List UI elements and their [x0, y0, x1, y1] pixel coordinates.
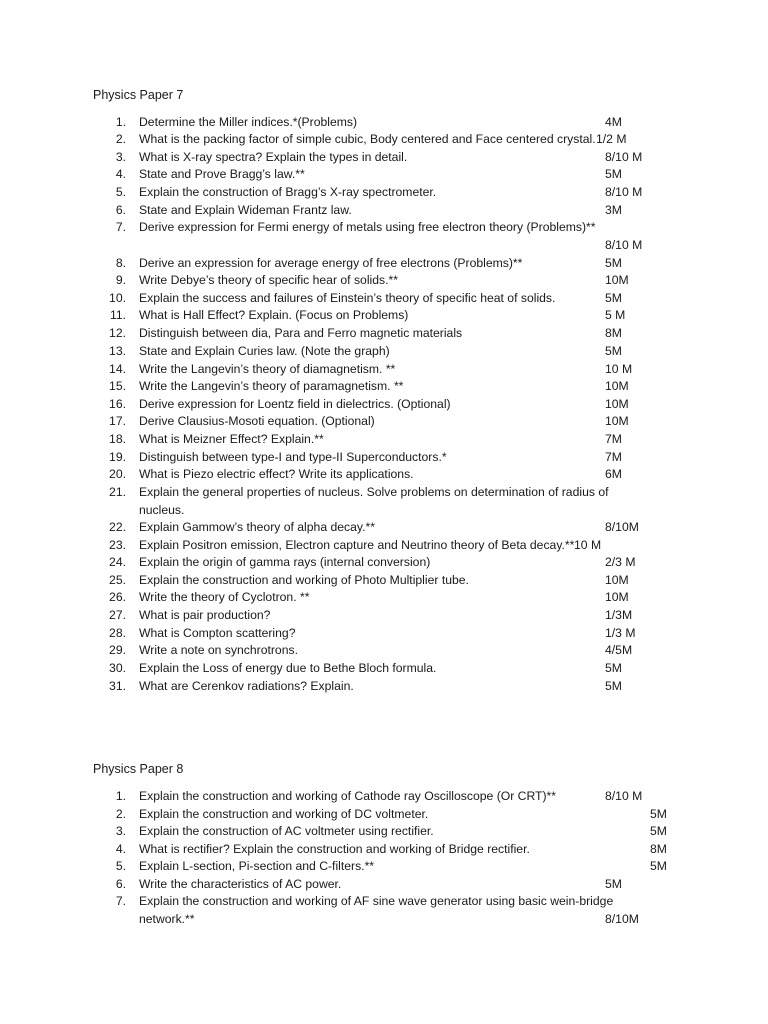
question-text: What is pair production?: [139, 608, 271, 622]
question-item: [0, 573, 768, 590]
question-item: [0, 397, 768, 414]
question-marks: 5M: [605, 256, 622, 270]
question-item: [0, 608, 768, 625]
question-marks: 10M: [605, 573, 629, 587]
question-item: [0, 555, 768, 572]
question-marks: 10M: [605, 414, 629, 428]
question-text: Distinguish between type-I and type-II Superconductors.*: [139, 450, 447, 464]
question-marks: 8/10 M: [605, 150, 643, 164]
question-marks: 6M: [605, 467, 622, 481]
question-item: [0, 167, 768, 184]
question-marks: 5M: [605, 679, 622, 693]
question-marks: 8/10 M: [605, 185, 643, 199]
question-number: 31.: [109, 679, 126, 693]
question-number: 23.: [109, 538, 126, 552]
question-number: 1.: [115, 789, 126, 803]
question-marks: 4/5M: [605, 643, 633, 657]
question-item: [0, 626, 768, 643]
question-number: 5.: [115, 185, 126, 199]
question-item: [0, 379, 768, 396]
question-text-continued: network.**: [139, 912, 195, 926]
question-text: Explain the construction and working of AF sine wave generator using basic wein-bridge: [139, 894, 614, 908]
question-text: What is X-ray spectra? Explain the types in detail.: [139, 150, 408, 164]
question-item: [0, 362, 768, 379]
question-marks: 1/2 M: [596, 132, 627, 146]
question-item: [0, 859, 768, 876]
question-text: Explain the success and failures of Einstein’s theory of specific heat of solids.: [139, 291, 556, 305]
question-number: 26.: [109, 590, 126, 604]
question-item: [0, 894, 768, 926]
question-number: 9.: [115, 273, 126, 287]
question-marks: 8/10M: [605, 520, 639, 534]
question-marks: 1/3 M: [605, 626, 636, 640]
question-item: [0, 326, 768, 343]
question-marks: 10M: [605, 397, 629, 411]
question-number: 4.: [115, 167, 126, 181]
question-number: 15.: [109, 379, 126, 393]
question-text: Explain the construction and working of DC voltmeter.: [139, 807, 429, 821]
question-number: 7.: [115, 220, 126, 234]
question-text: Explain the construction and working of Cathode ray Oscilloscope (Or CRT)**: [139, 789, 557, 803]
question-text: State and Prove Bragg’s law.**: [139, 167, 305, 181]
question-item: [0, 273, 768, 290]
question-item: [0, 308, 768, 325]
question-item: [0, 450, 768, 467]
question-number: 17.: [109, 414, 126, 428]
question-marks: 8M: [605, 326, 622, 340]
question-item: [0, 344, 768, 361]
question-text: What are Cerenkov radiations? Explain.: [139, 679, 354, 693]
question-number: 29.: [109, 643, 126, 657]
question-text: Derive an expression for average energy of free electrons (Problems)**: [139, 256, 523, 270]
question-item: [0, 185, 768, 202]
question-text: Explain the construction of Bragg’s X-ray spectrometer.: [139, 185, 437, 199]
question-marks: 2/3 M: [605, 555, 636, 569]
question-number: 28.: [109, 626, 126, 640]
question-text: Explain Positron emission, Electron capture and Neutrino theory of Beta decay.**: [139, 538, 575, 552]
question-text: Explain the origin of gamma rays (internal conversion): [139, 555, 431, 569]
question-item: [0, 824, 768, 841]
question-number: 5.: [115, 859, 126, 873]
question-number: 13.: [109, 344, 126, 358]
question-text: Derive expression for Fermi energy of metals using free electron theory (Problems)**: [139, 220, 596, 234]
question-marks: 8/10M: [605, 912, 639, 926]
question-item: [0, 220, 768, 252]
question-number: 21.: [109, 485, 126, 499]
question-text: Determine the Miller indices.*(Problems): [139, 115, 358, 129]
question-item: [0, 842, 768, 859]
question-marks: 5M: [650, 824, 667, 838]
question-marks: 1/3M: [605, 608, 633, 622]
question-marks: 5M: [650, 859, 667, 873]
question-number: 18.: [109, 432, 126, 446]
question-text: Explain the general properties of nucleus. Solve problems on determination of radius of: [139, 485, 609, 499]
question-marks: 5 M: [605, 308, 626, 322]
question-item: [0, 203, 768, 220]
question-marks: 10M: [605, 273, 629, 287]
question-text: Derive Clausius-Mosoti equation. (Optional): [139, 414, 375, 428]
question-marks: 8/10 M: [605, 238, 643, 252]
question-marks: 8M: [650, 842, 667, 856]
question-item: [0, 414, 768, 431]
question-item: [0, 877, 768, 894]
question-marks: 10 M: [574, 538, 602, 552]
question-text: Write Debye’s theory of specific hear of solids.**: [139, 273, 398, 287]
question-text-continued: nucleus.: [139, 503, 185, 517]
question-marks: 10M: [605, 590, 629, 604]
question-marks: 5M: [605, 291, 622, 305]
question-number: 2.: [115, 132, 126, 146]
question-text: Explain the construction of AC voltmeter using rectifier.: [139, 824, 434, 838]
question-text: State and Explain Curies law. (Note the graph): [139, 344, 390, 358]
question-item: [0, 432, 768, 449]
paper7-title: Physics Paper 7: [93, 88, 184, 102]
question-item: [0, 132, 768, 149]
question-number: 7.: [115, 894, 126, 908]
question-marks: 3M: [605, 203, 622, 217]
question-text: Write the Langevin’s theory of paramagnetism. **: [139, 379, 404, 393]
question-number: 12.: [109, 326, 126, 340]
question-number: 20.: [109, 467, 126, 481]
question-item: [0, 150, 768, 167]
question-number: 11.: [109, 308, 126, 322]
question-number: 10.: [109, 291, 126, 305]
question-text: Distinguish between dia, Para and Ferro magnetic materials: [139, 326, 463, 340]
question-text: Write the theory of Cyclotron. **: [139, 590, 310, 604]
question-item: [0, 590, 768, 607]
question-number: 24.: [109, 555, 126, 569]
question-text: What is Meizner Effect? Explain.**: [139, 432, 324, 446]
question-marks: 5M: [605, 167, 622, 181]
question-item: [0, 679, 768, 696]
question-marks: 5M: [650, 807, 667, 821]
question-text: Explain Gammow’s theory of alpha decay.**: [139, 520, 375, 534]
question-number: 6.: [115, 203, 126, 217]
question-number: 30.: [109, 661, 126, 675]
question-marks: 4M: [605, 115, 622, 129]
question-number: 16.: [109, 397, 126, 411]
question-marks: 7M: [605, 450, 622, 464]
question-text: Explain the Loss of energy due to Bethe Bloch formula.: [139, 661, 437, 675]
question-number: 3.: [115, 824, 126, 838]
question-number: 14.: [109, 362, 126, 376]
question-item: [0, 643, 768, 660]
question-text: Explain L-section, Pi-section and C-filters.**: [139, 859, 375, 873]
question-number: 22.: [109, 520, 126, 534]
question-text: What is Piezo electric effect? Write its applications.: [139, 467, 414, 481]
question-marks: 5M: [605, 877, 622, 891]
question-item: [0, 115, 768, 132]
question-number: 25.: [109, 573, 126, 587]
question-text: What is Compton scattering?: [139, 626, 296, 640]
question-number: 27.: [109, 608, 126, 622]
question-text: Write a note on synchrotrons.: [139, 643, 298, 657]
question-item: [0, 256, 768, 273]
question-text: Write the characteristics of AC power.: [139, 877, 342, 891]
question-text: Explain the construction and working of Photo Multiplier tube.: [139, 573, 469, 587]
question-item: [0, 789, 768, 806]
question-text: Write the Langevin’s theory of diamagnetism. **: [139, 362, 396, 376]
question-marks: 7M: [605, 432, 622, 446]
paper8-title: Physics Paper 8: [93, 762, 184, 776]
question-item: [0, 520, 768, 537]
question-item: [0, 467, 768, 484]
question-marks: 10M: [605, 379, 629, 393]
question-item: [0, 485, 768, 517]
question-marks: 5M: [605, 661, 622, 675]
question-text: What is the packing factor of simple cubic, Body centered and Face centered crystal.: [139, 132, 596, 146]
question-item: [0, 661, 768, 678]
question-number: 3.: [115, 150, 126, 164]
question-marks: 5M: [605, 344, 622, 358]
question-text: Derive expression for Loentz field in dielectrics. (Optional): [139, 397, 451, 411]
question-item: [0, 538, 768, 555]
question-number: 6.: [115, 877, 126, 891]
question-item: [0, 807, 768, 824]
question-number: 1.: [115, 115, 126, 129]
question-text: State and Explain Wideman Frantz law.: [139, 203, 352, 217]
question-number: 2.: [115, 807, 126, 821]
question-text: What is Hall Effect? Explain. (Focus on Problems): [139, 308, 409, 322]
question-number: 8.: [115, 256, 126, 270]
question-text: What is rectifier? Explain the construction and working of Bridge rectifier.: [139, 842, 530, 856]
question-marks: 8/10 M: [605, 789, 643, 803]
question-number: 19.: [109, 450, 126, 464]
question-number: 4.: [115, 842, 126, 856]
question-marks: 10 M: [605, 362, 633, 376]
question-item: [0, 291, 768, 308]
